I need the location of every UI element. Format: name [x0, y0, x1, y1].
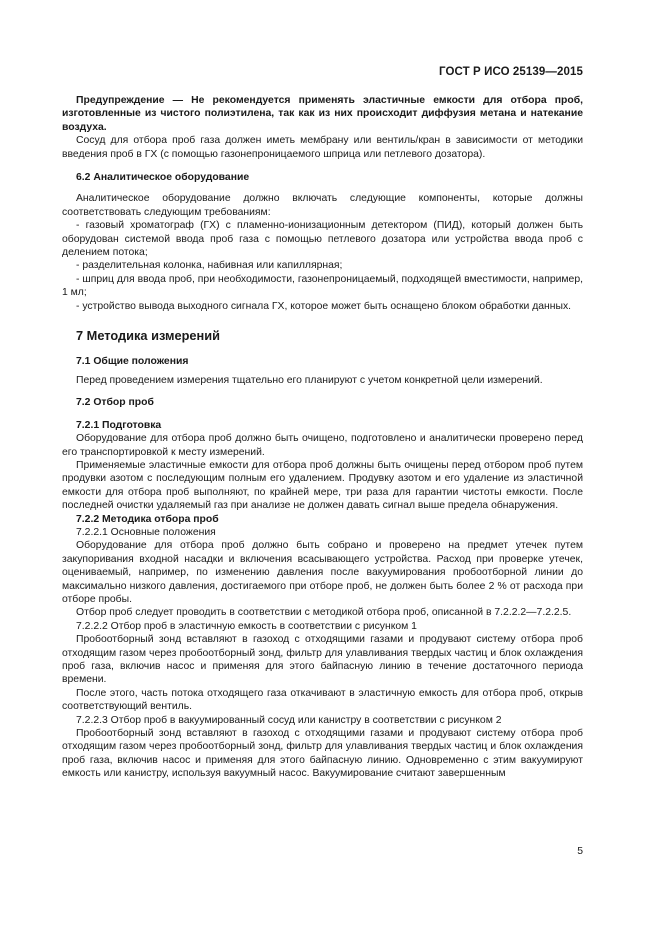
section-7-2-2-2-heading: 7.2.2.2 Отбор проб в эластичную емкость в соответствии с рисунком 1: [76, 620, 417, 632]
section-7-2-2-3-heading: 7.2.2.3 Отбор проб в вакуумированный сосуд или канистру в соответствии с рисунком 2: [76, 714, 502, 726]
section-7-2-1-paragraph: Оборудование для отбора проб должно быть очищено, подготовлено и аналитически проверено перед его транспортировкой к месту измерений.: [62, 433, 583, 458]
section-7-1-text: Перед проведением измерения тщательно его планируют с учетом конкретной цели измерений.: [76, 374, 543, 386]
section-7-2-1-heading: 7.2.1 Подготовка: [76, 419, 162, 431]
list-item: - шприц для ввода проб, при необходимости, газонепроницаемый, подходящей вместимости, например, 1 мл;: [62, 273, 583, 299]
list-item: - разделительная колонка, набивная или капиллярная;: [76, 260, 343, 272]
section-7-2-2-2-paragraph: Пробоотборный зонд вставляют в газоход с отходящими газами и продувают систему отбора проб отходящим газом через пробоотборный зонд, фильтр для улавливания твердых частиц и блок охлаждения проб газа, включив насос и применяя для этого байпасную линию в течение достаточного периода времени.: [62, 634, 583, 686]
section-7-1-heading: 7.1 Общие положения: [76, 355, 189, 367]
list-item: - устройство вывода выходного сигнала ГХ, которое может быть оснащено блоком обработки данных.: [76, 300, 572, 312]
section-7-2-2-1-paragraph: Отбор проб следует проводить в соответствии с методикой отбора проб, описанной в 7.2.2.2—7.2.2.5.: [76, 607, 572, 619]
page-content: [62, 94, 583, 781]
section-7-2-2-heading: 7.2.2 Методика отбора проб: [76, 513, 219, 525]
warning-paragraph: Предупреждение — Не рекомендуется применять эластичные емкости для отбора проб, изготовленные из чистого полиэтилена, так как из них происходит диффузия метана и натекание воздуха.: [62, 95, 583, 133]
section-7-2-2-1-paragraph: Оборудование для отбора проб должно быть собрано и проверено на предмет утечек путем закупоривания входной насадки и включения всасывающего устройства. Расход при проверке утечек, оцениваемый, например, по изменению давления после вакуумирования пробоотборной линии до максимально низкого давления, достигаемого при отборе проб, не должен быть более 2 % от расхода при отборе пробы.: [62, 540, 583, 605]
section-7-2-2-3-paragraph: Пробоотборный зонд вставляют в газоход с отходящими газами и продувают систему отбора проб отходящим газом через пробоотборный зонд, фильтр для улавливания твердых частиц и блок охлаждения проб газа, включив насос и применяя для этого байпасную линию. Одновременно с этим вакуумируют емкость или канистру, используя вакуумный насос. Вакуумирование считают завершенным: [62, 728, 583, 780]
section-7-2-1-paragraph: Применяемые эластичные емкости для отбора проб должны быть очищены перед отбором проб путем продувки азотом с последующим полным его удалением. Продувку азотом и его удаление из эластичной емкости для отбора проб выполняют, по крайней мере, три раза для гарантии чистоты емкости. После последней очистки удаляемый газ при анализе не должен давать сигнал выше предела обнаружения.: [62, 459, 583, 512]
section-7-heading: 7 Методика измерений: [76, 328, 220, 344]
list-item: - газовый хроматограф (ГХ) с пламенно-ионизационным детектором (ПИД), который должен быть оборудован системой ввода проб газа с помощью петлевого дозатора или устройства ввода проб с делением потока;: [62, 220, 583, 259]
page-number: 5: [577, 846, 583, 857]
vessel-paragraph: Сосуд для отбора проб газа должен иметь мембрану или вентиль/кран в зависимости от методики введения проб в ГХ (с помощью газонепроницаемого шприца или петлевого дозатора).: [62, 135, 583, 160]
section-7-2-2-2-paragraph: После этого, часть потока отходящего газа откачивают в эластичную емкость для отбора проб, открыв соответствующий вентиль.: [62, 687, 583, 713]
section-6-2-heading: 6.2 Аналитическое оборудование: [76, 172, 250, 184]
section-7-2-2-1-heading: 7.2.2.1 Основные положения: [76, 526, 216, 538]
section-6-2-intro: Аналитическое оборудование должно включать следующие компоненты, которые должны соответствовать следующим требованиям:: [62, 193, 583, 218]
document-header: ГОСТ Р ИСО 25139—2015: [438, 66, 583, 78]
section-7-2-heading: 7.2 Отбор проб: [76, 397, 154, 409]
